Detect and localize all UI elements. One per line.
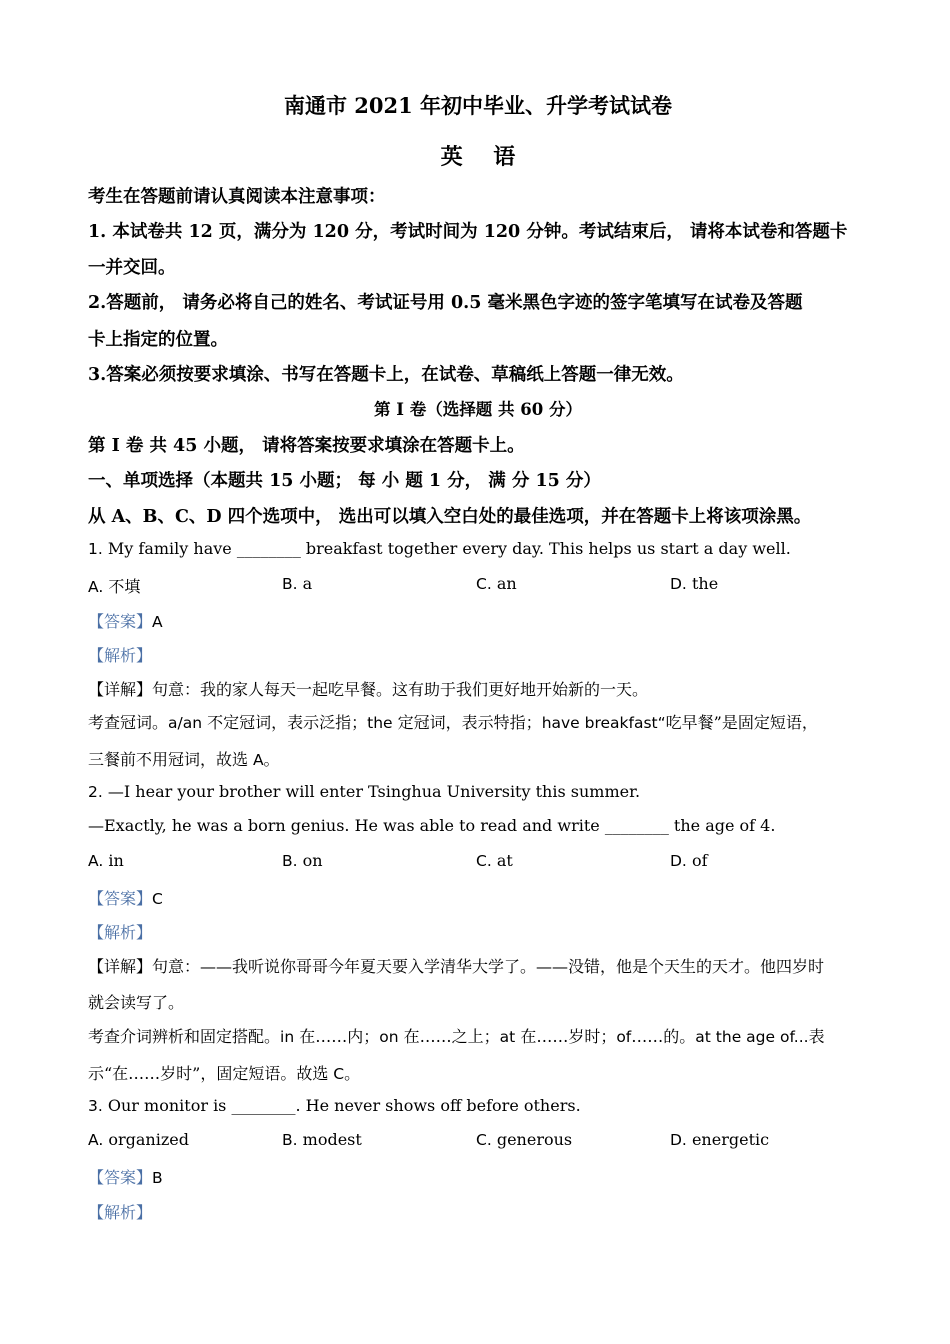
detail-label: 【详解】	[88, 680, 153, 699]
part-instruction: 第 I 卷 共 45 小题， 请将答案按要求填涂在答题卡上。	[88, 436, 525, 456]
option-letter: B.	[282, 575, 298, 593]
option-letter: B.	[282, 1131, 298, 1149]
option-text: organized	[103, 1130, 189, 1149]
question-2-answer	[88, 886, 163, 909]
explain-text: 。	[263, 750, 280, 769]
explain-term: on	[379, 1028, 399, 1046]
option-a	[88, 1130, 189, 1149]
explain-term: in	[280, 1028, 295, 1046]
option-a	[88, 851, 124, 870]
explain-term: C	[328, 1065, 345, 1083]
question-2-detail-a	[88, 954, 824, 977]
explain-text: 吃早餐”是固定短语，	[665, 713, 818, 732]
explain-text: 定冠词，表示特指；	[392, 713, 542, 732]
question-2-stem-2: —Exactly, he was a born genius. He was able to read and write ________ the age of 4.	[88, 816, 776, 835]
question-3-number: 3.	[88, 1097, 103, 1115]
notice-item-3: 3.答案必须按要求填涂、书写在答题卡上，在试卷、草稿纸上答题一律无效。	[88, 365, 684, 385]
explain-text: 在……之上；	[398, 1027, 500, 1046]
section-1-instruction: 从 A、B、C、D 四个选项中， 选出可以填入空白处的最佳选项，并在答题卡上将该项涂黑。	[88, 507, 812, 527]
detail-text: 句意：——我听说你哥哥今年夏天要入学清华大学了。——没错，他是个天生的天才。他四岁时	[152, 957, 825, 976]
answer-label: 【答案】	[88, 1168, 153, 1187]
question-1-explain-a	[88, 710, 818, 733]
subject-title	[88, 140, 868, 171]
question-1-detail	[88, 677, 648, 700]
option-c	[476, 574, 517, 593]
explain-text: 在……岁时；	[515, 1027, 617, 1046]
answer-label: 【答案】	[88, 889, 153, 908]
question-1-explain-b	[88, 747, 280, 770]
question-1-stem	[88, 539, 791, 558]
explain-text: 考查介词辨析和固定搭配。	[88, 1027, 281, 1046]
answer-label: 【答案】	[88, 612, 153, 631]
notice-heading: 考生在答题前请认真阅读本注意事项：	[88, 187, 386, 207]
question-1-text: My family have ________ breakfast together every day. This helps us start a day well.	[102, 539, 791, 558]
option-text: at	[491, 851, 513, 870]
option-letter: C.	[476, 1131, 492, 1149]
explain-text: 在……内；	[294, 1027, 380, 1046]
option-letter: A.	[88, 578, 104, 596]
explain-term: a/an	[168, 714, 203, 732]
option-letter: B.	[282, 852, 298, 870]
answer-value: C	[152, 890, 163, 908]
explain-text: ……的。	[631, 1027, 696, 1046]
option-text: 不填	[103, 577, 141, 596]
question-2-explain-a	[88, 1024, 825, 1047]
question-2-stem	[88, 782, 640, 801]
explain-text: 示“在……岁时”，固定短语。故选	[88, 1064, 329, 1083]
answer-value: B	[152, 1169, 163, 1187]
question-2-number: 2.	[88, 783, 103, 801]
option-c	[476, 1130, 572, 1149]
question-1-number: 1.	[88, 540, 103, 558]
explain-text: 不定冠词，表示泛指；	[202, 713, 368, 732]
option-letter: D.	[670, 575, 687, 593]
option-letter: C.	[476, 852, 492, 870]
part-title: 第 I 卷（选择题 共 60 分）	[374, 400, 582, 419]
option-a	[88, 574, 140, 597]
notice-item-2b: 卡上指定的位置。	[88, 330, 228, 350]
option-text: the	[686, 574, 719, 593]
explain-text: 考查冠词。	[88, 713, 169, 732]
explain-term: the	[367, 714, 393, 732]
option-letter: D.	[670, 852, 687, 870]
notice-item-1a: 1. 本试卷共 12 页，满分为 120 分，考试时间为 120 分钟。考试结束后， 请将本试卷和答题卡	[88, 222, 848, 242]
option-text: a	[297, 574, 313, 593]
option-text: on	[297, 851, 323, 870]
question-2-explain-b	[88, 1061, 360, 1084]
option-text: modest	[297, 1130, 362, 1149]
option-text: an	[491, 574, 517, 593]
explain-term: A	[248, 751, 264, 769]
option-b	[282, 574, 312, 593]
explain-text: 表	[808, 1027, 825, 1046]
explain-term: at	[499, 1028, 516, 1046]
explain-term: of	[616, 1028, 632, 1046]
option-c	[476, 851, 513, 870]
question-3-analysis-label: 【解析】	[88, 1203, 153, 1222]
option-d	[670, 1130, 769, 1149]
option-letter: D.	[670, 1131, 687, 1149]
question-2-detail-b: 就会读写了。	[88, 993, 185, 1012]
answer-value: A	[152, 613, 163, 631]
option-letter: A.	[88, 1131, 104, 1149]
explain-text: 三餐前不用冠词，故选	[88, 750, 249, 769]
explain-term: have breakfast“	[541, 714, 666, 732]
question-1-answer	[88, 609, 163, 632]
option-text: generous	[491, 1130, 573, 1149]
question-2-text: —I hear your brother will enter Tsinghua University this summer.	[102, 782, 641, 801]
question-3-stem	[88, 1096, 581, 1115]
subject-text: 英 语	[440, 144, 516, 170]
notice-item-1b: 一并交回。	[88, 258, 176, 278]
option-text: in	[103, 851, 124, 870]
option-text: of	[686, 851, 708, 870]
explain-term: at the age of...	[695, 1028, 809, 1046]
option-letter: A.	[88, 852, 104, 870]
detail-label: 【详解】	[88, 957, 153, 976]
question-3-text: Our monitor is ________. He never shows off before others.	[102, 1096, 581, 1115]
question-2-analysis-label: 【解析】	[88, 923, 153, 942]
explain-text: 。	[344, 1064, 361, 1083]
detail-text: 句意：我的家人每天一起吃早餐。这有助于我们更好地开始新的一天。	[152, 680, 649, 699]
exam-title: 南通市 2021 年初中毕业、升学考试试卷	[283, 93, 673, 118]
question-1-analysis-label: 【解析】	[88, 646, 153, 665]
option-d	[670, 851, 708, 870]
notice-item-2a: 2.答题前， 请务必将自己的姓名、考试证号用 0.5 毫米黑色字迹的签字笔填写在试卷及答题	[88, 293, 803, 313]
option-d	[670, 574, 718, 593]
option-text: energetic	[686, 1130, 770, 1149]
option-b	[282, 1130, 362, 1149]
option-b	[282, 851, 323, 870]
question-3-answer	[88, 1165, 163, 1188]
section-1-title: 一、单项选择（本题共 15 小题； 每 小 题 1 分， 满 分 15 分）	[88, 471, 601, 491]
option-letter: C.	[476, 575, 492, 593]
